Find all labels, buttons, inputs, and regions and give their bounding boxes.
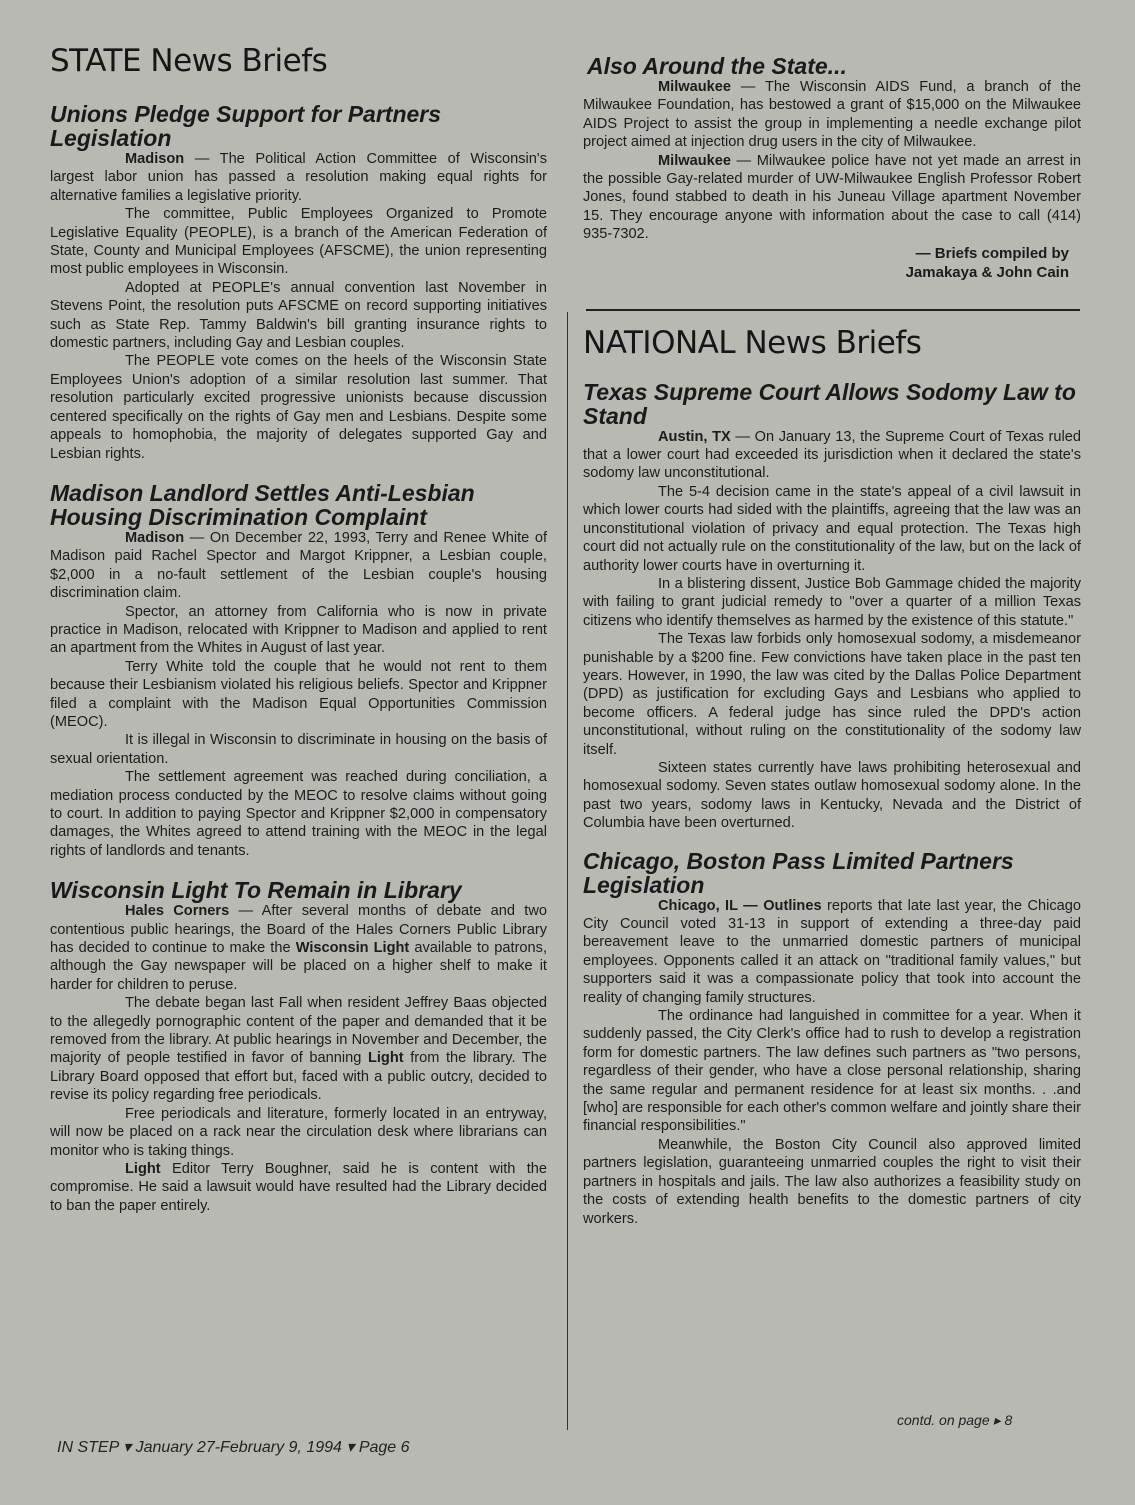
paragraph: The ordinance had languished in committee for a year. When it suddenly passed, the City Clerk's office had to rush to develop a registration form for domestic partners. The law defines such partners as "two persons, regardless of their gender, who have a close personal relationship, sharing the same regular and permanent residence for at least six months. . .and [who] are responsible for each other's common welfare and jointly share their financial responsibilities." [583,1008,1081,1135]
dateline: Chicago, IL [658,897,738,914]
headline-around-state: Also Around the State... [587,53,847,79]
article-light [50,878,547,1215]
paragraph: In a blistering dissent, Justice Bob Gammage chided the majority with failing to grant judicial remedy to "over a quarter of a million Texas citizens who identify themselves as harmed by the existence of this statute." [583,575,1081,629]
headline-light: Wisconsin Light To Remain in Library [50,877,462,904]
article-landlord [50,481,547,860]
article-body: Hales Corners — After several months of debate and two contentious public hearings, the Board of the Hales Corners Public Library has decided to continue to make the Wisconsin Light available to patrons, although the Gay newspaper will be placed on a higher shelf to make it harder for children to peruse. The debate began last Fall when resident Jeffrey Baas objected to the allegedly pornographic content of the paper and demanded that it be removed from the library. At public hearings in November and December, the majority of people testified in favor of banning Light from the library. The Library Board opposed that effort but, faced with a public outcry, decided to revise its policy regarding free periodicals. Free periodicals and literature, formerly located in an entryway, will now be placed on a rack near the circulation desk where librarians can monitor who is taking things. Light Editor Terry Boughner, said he is content with the compromise. He said a lawsuit would have resulted had the Library decided to ban the paper entirely. [50,903,548,1214]
state-section-title: STATE News Briefs [50,43,328,79]
article-texas [583,380,1081,833]
paragraph: The PEOPLE vote comes on the heels of the Wisconsin State Employees Union's adoption of a similar resolution last summer. That resolution particularly excited progressive unionists because discussion centered specifically on the rights of Gay men and Lesbians. Despite some appeals to homophobia, the majority of delegates supported Gay and Lesbian rights. [50,353,547,462]
dateline: Hales Corners [125,903,230,920]
right-column [583,54,1081,1228]
credit-line: — Briefs compiled by [915,244,1069,262]
paragraph: Free periodicals and literature, formerly located in an entryway, will now be placed on a rack near the circulation desk where librarians can monitor who is taking things. [50,1105,547,1159]
headline-chicago-boston: Chicago, Boston Pass Limited Partners Legislation [583,847,1014,898]
continued-notice: contd. on page ▸ 8 [897,1412,1013,1428]
dateline: Austin, TX [658,428,731,445]
paragraph: Meanwhile, the Boston City Council also approved limited partners legislation, guaranteeing unmarried couples the right to visit their partners in hospitals and jails. The law also authorizes a feasibility study on the costs of extending health benefits to the domestic partners of city workers. [583,1136,1081,1227]
paragraph: The 5-4 decision came in the state's appeal of a civil lawsuit in which lower courts had sided with the plaintiffs, agreeing that the law was an unconstitutional violation of privacy and equal protection. The Texas high court did not actually rule on the constitutionality of the law, but on the lack of authority lower courts have in overturning it. [583,483,1081,574]
paragraph: Spector, an attorney from California who is now in private practice in Madison, relocated with Krippner to Madison and applied to rent an apartment from the Whites in August of last year. [50,603,547,657]
dateline: Milwaukee [658,152,731,169]
column-divider [567,312,568,1430]
dateline-source: Outlines [763,897,822,914]
article-body: Austin, TX — On January 13, the Supreme Court of Texas ruled that a lower court had exceeded its jurisdiction when it declared the state's sodomy law unconstitutional. The 5-4 decision came in the state's appeal of a civil lawsuit in which lower courts had sided with the plaintiffs, agreeing that the law was an unconstitutional violation of privacy and equal protection. The Texas high court did not actually rule on the constitutionality of the law, but on the lack of authority lower courts have in overturning it. In a blistering dissent, Justice Bob Gammage chided the majority with failing to grant judicial remedy to "over a quarter of a million Texas citizens who identify themselves as harmed by the existence of this statute." The Texas law forbids only homosexual sodomy, a misdemeanor punishable by a $200 fine. Few convictions have taken place in the past ten years. However, in 1990, the law was cited by the Dallas Police Department (DPD) as justification for excluding Gays and Lesbians who applied to become officers. A federal judge has since ruled the DPD's action unconstitutional, without ruling on the constitutionality of the sodomy law itself. Sixteen states currently have laws prohibiting heterosexual and homosexual sodomy. Seven states outlaw homosexual sodomy alone. In the past two years, sodomy laws in Kentucky, Nevada and the District of Columbia have been overturned. [583,428,1081,832]
headline-texas: Texas Supreme Court Allows Sodomy Law to Stand [583,378,1076,429]
page-footer: IN STEP ▾ January 27-February 9, 1994 ▾ Page 6 [57,1439,410,1456]
paragraph: The Texas law forbids only homosexual sodomy, a misdemeanor punishable by a $200 fine. Few convictions have taken place in the past ten years. However, in 1990, the law was cited by the Dallas Police Department (DPD) as justification for excluding Gays and Lesbians who applied to become officers. A federal judge has since ruled the DPD's action unconstitutional, without ruling on the constitutionality of the sodomy law itself. [583,631,1081,758]
credit-names: Jamakaya & John Cain [905,263,1069,281]
paragraph: It is illegal in Wisconsin to discriminate in housing on the basis of sexual orientation. [50,732,547,767]
headline-landlord: Madison Landlord Settles Anti-Lesbian Housing Discrimination Complaint [50,479,475,530]
state-column [50,42,547,1215]
section-divider [586,309,1080,311]
dateline: Milwaukee [658,79,731,95]
paragraph: Sixteen states currently have laws prohibiting heterosexual and homosexual sodomy. Seven states outlaw homosexual sodomy alone. In the past two years, sodomy laws in Kentucky, Nevada and the District of Columbia have been overturned. [583,759,1081,832]
article-body: Madison — On December 22, 1993, Terry and Renee White of Madison paid Rachel Spector and Margot Krippner, a Lesbian couple, $2,000 in a no-fault settlement of the Lesbian couple's housing discrimination claim. Spector, an attorney from California who is now in private practice in Madison, relocated with Krippner to Madison and applied to rent an apartment from the Whites in August of last year. Terry White told the couple that he would not rent to them because their Lesbianism violated his religious beliefs. Spector and Krippner filed a complaint with the Madison Equal Opportunities Commission (MEOC). It is illegal in Wisconsin to discriminate in housing on the basis of sexual orientation. The settlement agreement was reached during conciliation, a mediation process conducted by the MEOC to resolve claims without going to court. In addition to paying Spector and Krippner $2,000 in compensatory damages, the Whites agreed to attend training with the MEOC in the legal rights of landlords and tenants. [50,529,547,859]
headline-unions: Unions Pledge Support for Partners Legislation [50,101,442,151]
article-around-state [583,54,1081,282]
article-chicago-boston [583,849,1081,1228]
paragraph: The committee, Public Employees Organized to Promote Legislative Equality (PEOPLE), is a branch of the American Federation of State, County and Municipal Employees (AFSCME), the union representing most public employees in Wisconsin. [50,206,547,278]
paragraph: The settlement agreement was reached during conciliation, a mediation process conducted by the MEOC to resolve claims without going to court. In addition to paying Spector and Krippner $2,000 in compensatory damages, the Whites agreed to attend training with the MEOC in the legal rights of landlords and tenants. [50,769,547,859]
paragraph: Terry White told the couple that he would not rent to them because their Lesbianism violated his religious beliefs. Spector and Krippner filed a complaint with the Madison Equal Opportunities Commission (MEOC). [50,658,547,730]
dateline: Madison [125,529,185,546]
article-body: Chicago, IL — Outlines reports that late last year, the Chicago City Council voted 31-13 in support of extending a three-day paid bereavement leave to the unmarried domestic partners of municipal employees. Opponents called it an attack on "traditional family values," but supporters said it was a compassionate policy that took into account the reality of changing family structures. The ordinance had languished in committee for a year. When it suddenly passed, the City Clerk's office had to rush to develop a registration form for domestic partners. The law defines such partners as "two persons, regardless of their gender, who have a close personal relationship, sharing the same regular and permanent residence for at least six months. . .and [who] are responsible for each other's common welfare and jointly share their financial responsibilities." Meanwhile, the Boston City Council also approved limited partners legislation, guaranteeing unmarried couples the right to visit their partners in hospitals and jails. The law also authorizes a feasibility study on the costs of extending health benefits to the domestic partners of city workers. [583,897,1081,1227]
paragraph: Adopted at PEOPLE's annual convention last November in Stevens Point, the resolution puts AFSCME on record supporting initiatives such as State Rep. Tammy Baldwin's bill granting insurance rights to domestic partners, including Gay and Lesbian couples. [50,279,547,352]
article-body: Milwaukee — The Wisconsin AIDS Fund, a branch of the Milwaukee Foundation, has bestowed a grant of $15,000 on the Milwaukee AIDS Project to assist the group in implementing a needle exchange pilot project aimed at injection drug users in the city of Milwaukee. Milwaukee — Milwaukee police have not yet made an arrest in the possible Gay-related murder of UW-Milwaukee English Professor Robert Jones, found stabbed to death in his Juneau Village apartment November 15. They encourage anyone with information about the case to call (414) 935-7302. [583,79,1081,243]
national-section-title: NATIONAL News Briefs [583,324,922,361]
dateline: Madison [125,151,185,167]
article-body: Madison — The Political Action Committee of Wisconsin's largest labor union has passed a resolution making equal rights for alternative families a legislative priority. The committee, Public Employees Organized to Promote Legislative Equality (PEOPLE), is a branch of the American Federation of State, County and Municipal Employees (AFSCME), the union representing most public employees in Wisconsin. Adopted at PEOPLE's annual convention last November in Stevens Point, the resolution puts AFSCME on record supporting initiatives such as State Rep. Tammy Baldwin's bill granting insurance rights to domestic partners, including Gay and Lesbian couples. The PEOPLE vote comes on the heels of the Wisconsin State Employees Union's adoption of a similar resolution last summer. That resolution particularly excited progressive unionists because discussion centered specifically on the rights of Gay men and Lesbians. Despite some appeals to homophobia, the majority of delegates supported Gay and Lesbian rights. [50,151,547,462]
article-unions [50,102,547,463]
